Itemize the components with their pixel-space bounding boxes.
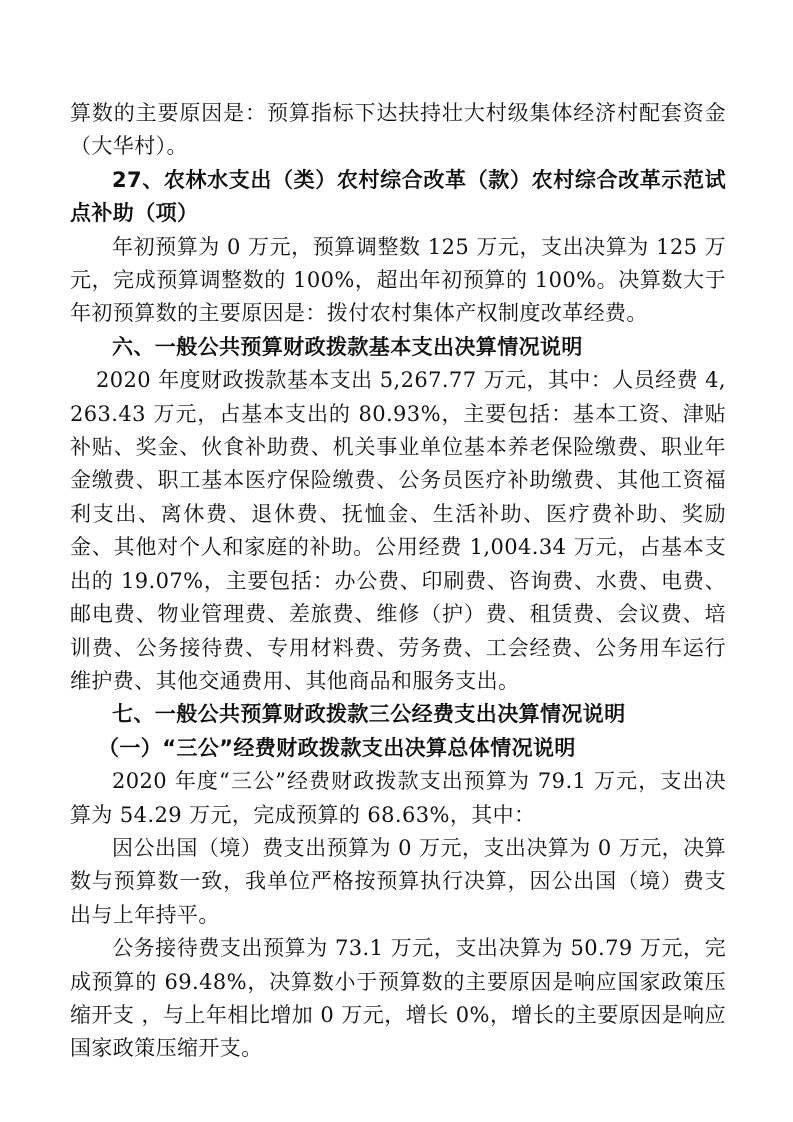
paragraph-section-6-body: 2020 年度财政拨款基本支出 5,267.77 万元，其中：人员经费 4,263.43 万元，占基本支出的 80.93%，主要包括：基本工资、津贴补贴、奖金、伙食补助费、机关事业单位基本养老保险缴费、职业年金缴费、职工基本医疗保险缴费、公务员医疗补助缴费、其他工资福利支出、离休费、退休费、抚恤金、生活补助、医疗费补助、奖励金、其他对个人和家庭的补助。公用经费 1,004.34 万元，占基本支出的 19.07%，主要包括：办公费、印刷费、咨询费、水费、电费、邮电费、物业管理费、差旅费、维修（护）费、租赁费、会议费、培训费、公务接待费、专用材料费、劳务费、工会经费、公务用车运行维护费、其他交通费用、其他商品和服务支出。 <box>70 368 726 693</box>
heading-item-27: 27、农林水支出（类）农村综合改革（款）农村综合改革示范试点补助（项） <box>70 167 726 226</box>
document-page <box>70 97 726 1066</box>
paragraph-overseas-travel: 因公出国（境）费支出预算为 0 万元，支出决算为 0 万元，决算数与预算数一致，我单位严格按预算执行决算，因公出国（境）费支出与上年持平。 <box>70 835 726 927</box>
paragraph-item-27-body: 年初预算为 0 万元，预算调整数 125 万元，支出决算为 125 万元，完成预算调整数的 100%，超出年初预算的 100%。决算数大于年初预算数的主要原因是：拨付农村集体产权制度改革经费。 <box>70 234 726 326</box>
paragraph-three-public-summary: 2020 年度“三公”经费财政拨款支出预算为 79.1 万元，支出决算为 54.29 万元，完成预算的 68.63%，其中： <box>70 769 726 827</box>
paragraph-continuation: 算数的主要原因是：预算指标下达扶持壮大村级集体经济村配套资金（大华村）。 <box>70 101 726 159</box>
paragraph-official-reception: 公务接待费支出预算为 73.1 万元，支出决算为 50.79 万元，完成预算的 69.48%，决算数小于预算数的主要原因是响应国家政策压缩开支 ，与上年相比增加 0 万元，增长 0%，增长的主要原因是响应国家政策压缩开支。 <box>70 936 726 1061</box>
heading-section-7: 七、一般公共预算财政拨款三公经费支出决算情况说明 <box>112 702 626 727</box>
heading-section-6: 六、一般公共预算财政拨款基本支出决算情况说明 <box>112 334 583 359</box>
heading-subsection-1: （一）“三公”经费财政拨款支出决算总体情况说明 <box>98 735 576 760</box>
